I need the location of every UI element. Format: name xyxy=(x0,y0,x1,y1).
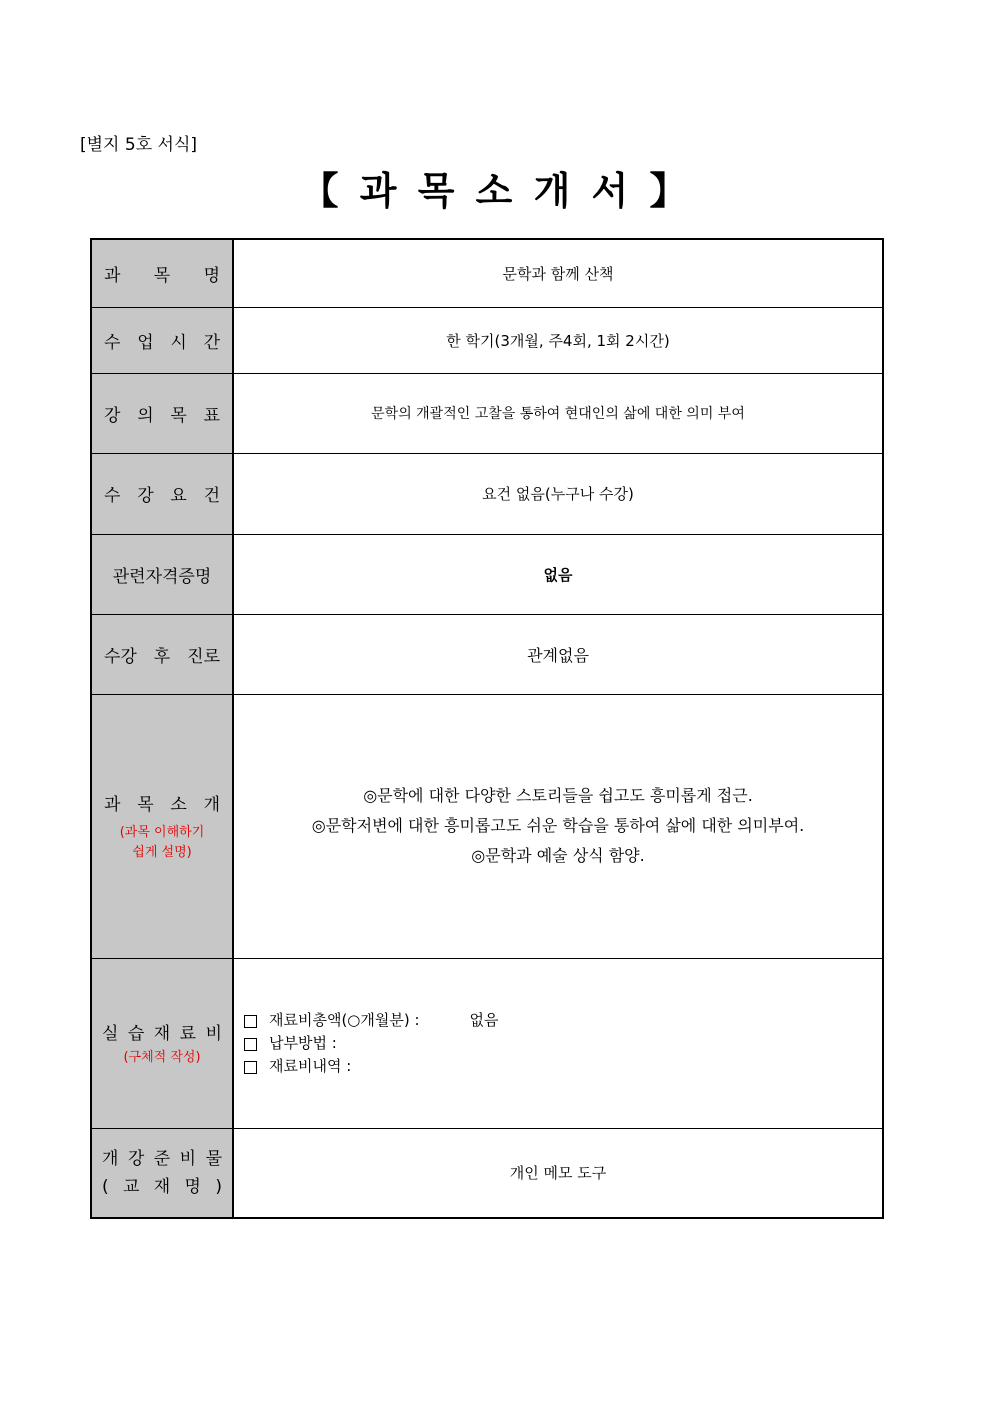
label-char: 수 xyxy=(104,486,121,506)
label-char: 강 xyxy=(104,405,121,426)
label-char: ) xyxy=(215,1176,222,1197)
materials-item-payment xyxy=(244,1032,882,1055)
label-char: 물 xyxy=(205,1148,222,1169)
label-materials xyxy=(91,958,233,1128)
value-certificate: 없음 xyxy=(233,534,883,614)
row-course-intro xyxy=(91,694,883,958)
label-char: 의 xyxy=(137,405,154,426)
row-prep-materials xyxy=(91,1128,883,1218)
value-requirements: 요건 없음(누구나 수강) xyxy=(233,453,883,534)
label-char: 과 xyxy=(104,265,121,286)
course-intro-table xyxy=(90,238,884,1219)
label-char: 습 xyxy=(127,1023,145,1044)
label-char: 건 xyxy=(203,486,220,506)
document-title: 【 과 목 소 개 서 】 xyxy=(300,169,692,213)
materials-item-label: 재료비총액(○개월분) : xyxy=(269,1010,420,1029)
label-char: 준 xyxy=(153,1148,171,1169)
label-char: 실 xyxy=(102,1023,119,1044)
label-char: 강 xyxy=(137,486,154,506)
materials-sub-label: (구체적 작성) xyxy=(123,1049,201,1065)
label-char: 명 xyxy=(203,265,220,286)
label-char: 개 xyxy=(203,794,220,815)
label-char: 목 xyxy=(170,405,187,426)
label-char: 과 xyxy=(104,794,121,815)
intro-line: ◎문학과 예술 상식 함양. xyxy=(471,846,645,865)
intro-line: ◎문학에 대한 다양한 스토리들을 쉽고도 흥미롭게 접근. xyxy=(363,786,753,805)
label-subject-name xyxy=(91,239,233,307)
label-char: 수강 xyxy=(104,646,137,667)
materials-item-label: 재료비내역 : xyxy=(269,1056,352,1075)
label-char: 명 xyxy=(184,1176,201,1197)
row-certificate xyxy=(91,534,883,614)
label-course-intro xyxy=(91,694,233,958)
label-char: 후 xyxy=(153,646,171,667)
label-char: 교 xyxy=(122,1176,140,1197)
materials-item-total xyxy=(244,1009,882,1032)
label-char: 재 xyxy=(153,1176,171,1197)
label-char: 목 xyxy=(153,265,171,286)
value-subject-name: 문학과 함께 산책 xyxy=(233,239,883,307)
row-subject-name xyxy=(91,239,883,307)
row-class-hours xyxy=(91,307,883,373)
label-lecture-goal xyxy=(91,373,233,453)
intro-sub-label-2: 쉽게 설명) xyxy=(132,844,192,860)
value-career: 관계없음 xyxy=(233,614,883,694)
form-reference: [별지 5호 서식] xyxy=(80,135,197,155)
label-char: 료 xyxy=(179,1023,197,1044)
label-char: 진로 xyxy=(187,646,220,667)
label-char: 수 xyxy=(104,332,121,353)
label-career xyxy=(91,614,233,694)
row-materials xyxy=(91,958,883,1128)
label-char: 재 xyxy=(153,1023,171,1044)
materials-item-value: 없음 xyxy=(469,1010,499,1029)
row-lecture-goal xyxy=(91,373,883,453)
label-requirements xyxy=(91,453,233,534)
label-char: 시 xyxy=(170,332,187,353)
label-class-hours xyxy=(91,307,233,373)
checkbox-icon xyxy=(244,1061,257,1074)
checkbox-icon xyxy=(244,1015,257,1028)
label-char: 표 xyxy=(203,405,220,426)
label-prep-materials xyxy=(91,1128,233,1218)
row-career xyxy=(91,614,883,694)
checkbox-icon xyxy=(244,1038,257,1051)
label-char: 개 xyxy=(102,1148,119,1169)
label-char: 강 xyxy=(127,1148,145,1169)
value-course-intro xyxy=(233,694,883,958)
intro-line: ◎문학저변에 대한 흥미롭고도 쉬운 학습을 통하여 삶에 대한 의미부여. xyxy=(311,816,805,835)
label-char: 비 xyxy=(179,1148,197,1169)
label-char: 업 xyxy=(137,332,154,353)
row-requirements xyxy=(91,453,883,534)
value-materials xyxy=(233,958,883,1128)
label-char: ( xyxy=(102,1176,109,1197)
label-char: 소 xyxy=(170,794,187,815)
value-class-hours: 한 학기(3개월, 주4회, 1회 2시간) xyxy=(233,307,883,373)
label-char: 간 xyxy=(203,332,220,353)
value-lecture-goal: 문학의 개괄적인 고찰을 통하여 현대인의 삶에 대한 의미 부여 xyxy=(233,373,883,453)
label-certificate: 관련자격증명 xyxy=(91,534,233,614)
label-char: 목 xyxy=(137,794,154,815)
value-prep-materials: 개인 메모 도구 xyxy=(233,1128,883,1218)
intro-sub-label-1: (과목 이해하기 xyxy=(119,824,205,840)
label-char: 비 xyxy=(205,1023,222,1044)
materials-item-label: 납부방법 : xyxy=(269,1033,337,1052)
materials-item-details xyxy=(244,1055,882,1078)
label-char: 요 xyxy=(170,486,187,506)
